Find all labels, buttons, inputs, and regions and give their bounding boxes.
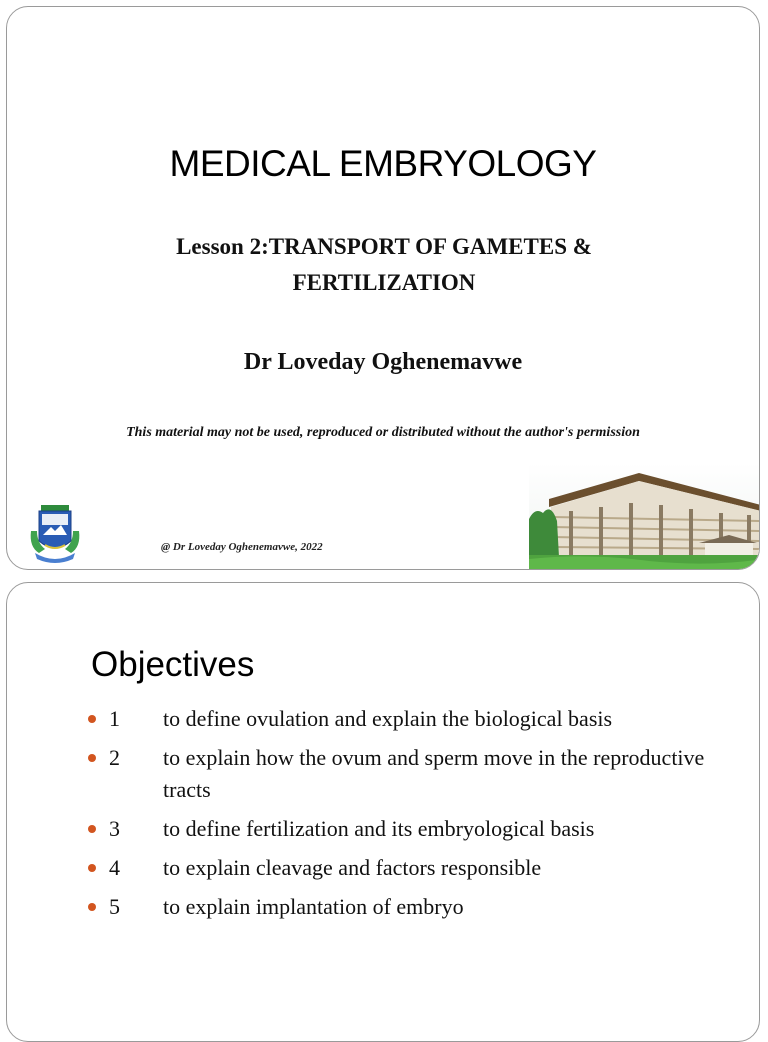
objective-text: to explain cleavage and factors responsible bbox=[163, 855, 542, 880]
list-item bbox=[85, 742, 725, 806]
list-item bbox=[85, 852, 725, 884]
title-slide bbox=[6, 6, 760, 570]
bullet-dot-icon bbox=[88, 903, 96, 911]
objective-text: to define ovulation and explain the biological basis bbox=[163, 706, 613, 731]
bullet-dot-icon bbox=[88, 825, 96, 833]
copyright-line: @ Dr Loveday Oghenemavwe, 2022 bbox=[161, 541, 323, 553]
objectives-heading: Objectives bbox=[91, 645, 255, 684]
campus-building-image bbox=[529, 463, 760, 570]
list-item bbox=[85, 703, 725, 735]
slide-title: MEDICAL EMBRYOLOGY bbox=[169, 143, 597, 184]
objectives-slide bbox=[6, 582, 760, 1042]
objectives-list bbox=[85, 703, 725, 930]
list-item bbox=[85, 891, 725, 923]
copyright-notice: This material may not be used, reproduced or distributed without the author's permission bbox=[126, 425, 640, 440]
objective-number: 1 bbox=[109, 706, 120, 731]
bullet-dot-icon bbox=[88, 864, 96, 872]
lesson-title-line-2: FERTILIZATION bbox=[292, 270, 476, 295]
bullet-dot-icon bbox=[88, 715, 96, 723]
list-item bbox=[85, 813, 725, 845]
objective-text: to explain how the ovum and sperm move in the reproductive tracts bbox=[163, 745, 705, 802]
objective-number: 5 bbox=[109, 894, 120, 919]
author-name: Dr Loveday Oghenemavwe bbox=[243, 349, 523, 375]
objective-text: to define fertilization and its embryological basis bbox=[163, 816, 595, 841]
lesson-title bbox=[137, 229, 631, 301]
bullet-dot-icon bbox=[88, 754, 96, 762]
university-crest-icon bbox=[25, 501, 85, 567]
lesson-title-line-1: Lesson 2:TRANSPORT OF GAMETES & bbox=[176, 234, 592, 259]
objective-number: 2 bbox=[109, 745, 120, 770]
objective-number: 3 bbox=[109, 816, 120, 841]
objective-number: 4 bbox=[109, 855, 120, 880]
objective-text: to explain implantation of embryo bbox=[163, 894, 464, 919]
